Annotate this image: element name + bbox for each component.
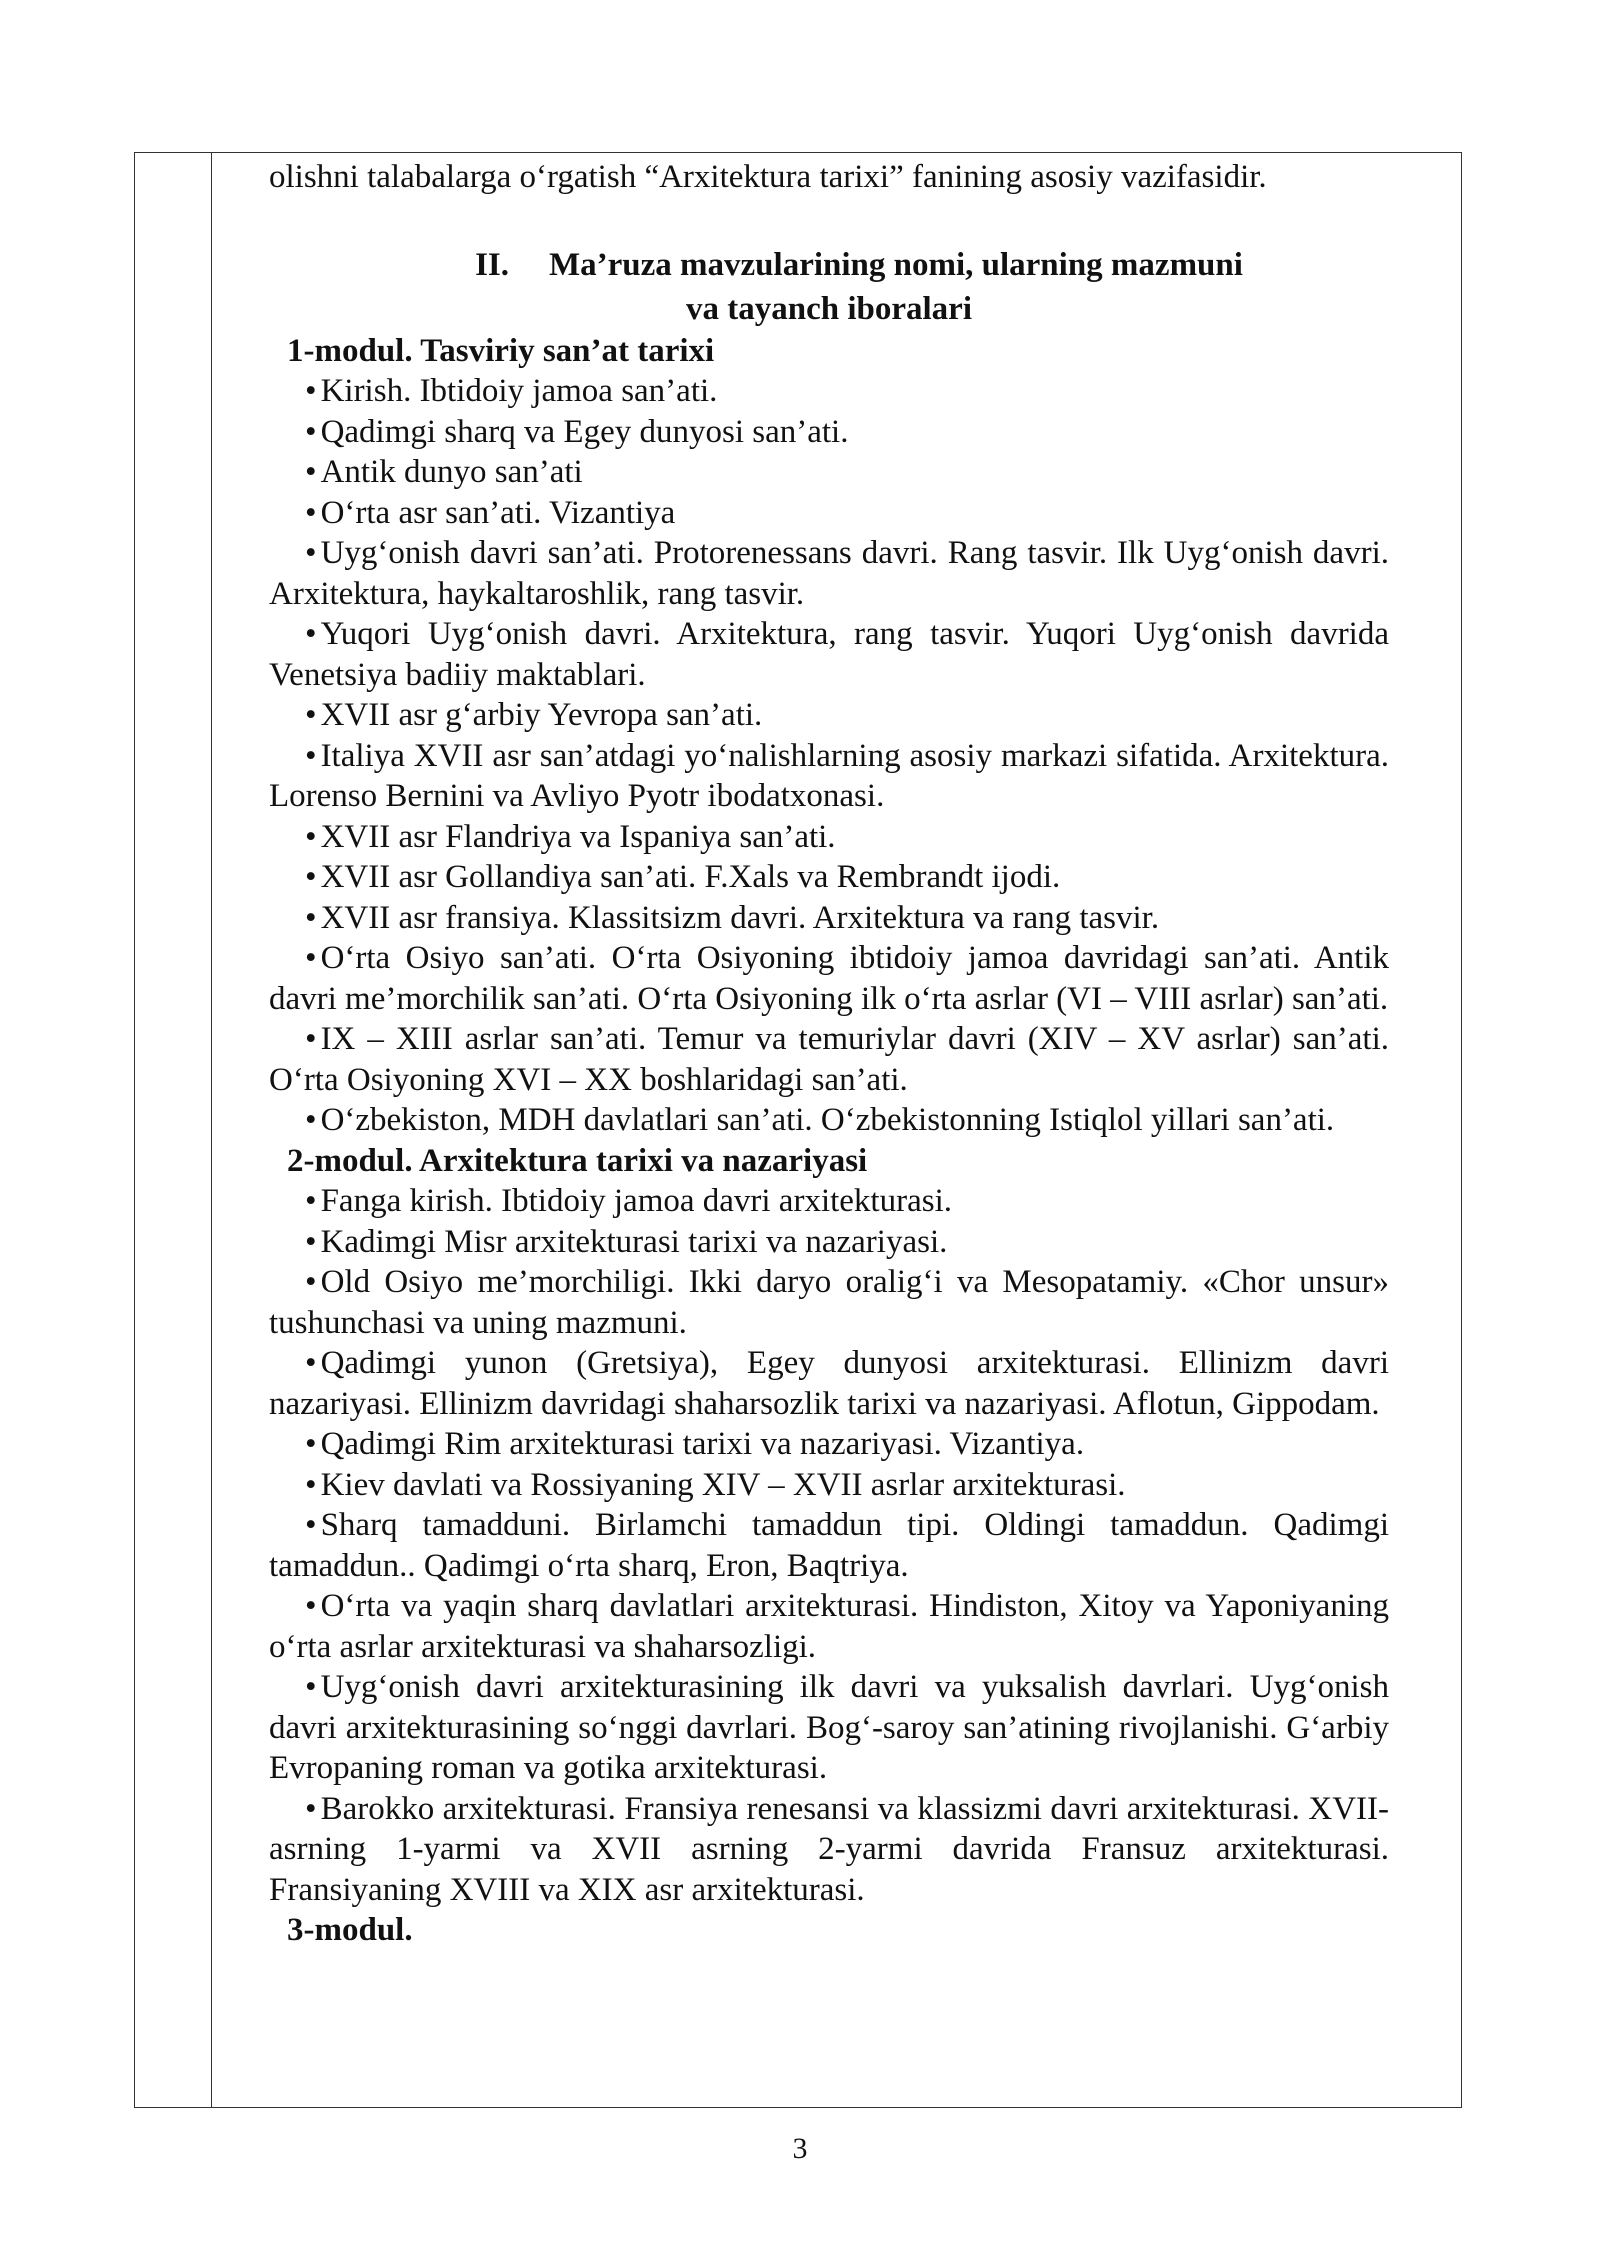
list-item [269,452,1389,493]
list-item [269,614,1389,695]
bullet-icon: • [305,697,317,733]
bullet-icon: • [305,1183,317,1219]
list-item-text: Sharq tamadduni. Birlamchi tamaddun tipi. Oldingi tamaddun. Qadimgi tamaddun.. Qadimgi o‘rta sharq, Eron, Baqtriya. [269,1507,1389,1584]
bullet-icon: • [305,413,317,450]
list-item [269,1019,1389,1100]
bullet-icon: • [305,1790,317,1827]
list-item-text: Qadimgi sharq va Egey dunyosi san’ati. [320,413,849,450]
bullet-icon: • [305,1507,317,1543]
list-item-text: Kiev davlati va Rossiyaning XIV – XVII asrlar arxitekturasi. [320,1466,1126,1503]
bullet-icon: • [305,616,317,652]
list-item-text: IX – XIII asrlar san’ati. Temur va temuriylar davri (XIV – XV asrlar) san’ati. O‘rta Osiyoning XVI – XX boshlaridagi san’ati. [269,1021,1389,1098]
bullet-icon: • [305,1021,317,1057]
list-item-text: Uyg‘onish davri arxitekturasining ilk davri va yuksalish davrlari. Uyg‘onish davri arxitekturasining so‘nggi davrlari. Bog‘-saroy san’atining rivojlanishi. G‘arbiy Evropaning roman va gotika arxitekturasi. [269,1669,1389,1786]
list-item [269,857,1389,898]
list-item [269,1465,1389,1506]
list-item [269,695,1389,736]
list-item [269,493,1389,534]
list-item [269,938,1389,1019]
bullet-icon: • [305,737,317,774]
list-item [269,1424,1389,1465]
list-item [269,412,1389,453]
bullet-icon: • [305,1426,317,1462]
list-item [269,736,1389,817]
list-item-text: XVII asr fransiya. Klassitsizm davri. Arxitektura va rang tasvir. [320,899,1160,936]
module-title: 2-modul. Arxitektura tarixi va nazariyasi [287,1142,868,1179]
list-item-text: Barokko arxitekturasi. Fransiya renesansi va klassizmi davri arxitekturasi. XVII- asrning 1-yarmi va XVII asrning 2-yarmi davrida Fransuz arxitekturasi. Fransiyaning XVIII va XIX asr arxitekturasi. [269,1790,1389,1908]
bullet-icon: • [305,535,317,571]
module-list [269,331,1389,1951]
module-title: 1-modul. Tasviriy san’at tarixi [287,332,715,369]
list-item [269,371,1389,412]
list-item-text: Kirish. Ibtidoiy jamoa san’ati. [320,373,718,409]
bullet-icon: • [305,494,317,531]
bullet-icon: • [305,859,317,895]
bullet-icon: • [305,1264,317,1300]
list-item [269,533,1389,614]
list-item-text: Fanga kirish. Ibtidoiy jamoa davri arxitekturasi. [320,1183,952,1219]
bullet-icon: • [305,454,317,490]
list-item-text: Kadimgi Misr arxitekturasi tarixi va nazariyasi. [320,1223,948,1260]
page-frame [134,152,1462,2108]
list-item-text: XVII asr Gollandiya san’ati. F.Xals va Rembrandt ijodi. [320,859,1061,895]
list-item [269,1789,1389,1911]
column-divider [211,153,212,2107]
bullet-icon: • [305,899,317,936]
list-item [269,1505,1389,1586]
section-title-line1: Ma’ruza mavzularining nomi, ularning mazmuni [549,246,1243,283]
intro-text: olishni talabalarga o‘rgatish “Arxitektura tarixi” fanining asosiy vazifasidir. [269,159,1267,195]
list-item-text: Italiya XVII asr san’atdagi yo‘nalishlarning asosiy markazi sifatida. Arxitektura. Lorenso Bernini va Avliyo Pyotr ibodatxonasi. [269,737,1389,814]
list-item-text: O‘rta Osiyo san’ati. O‘rta Osiyoning ibtidoiy jamoa davridagi san’ati. Antik davri me’morchilik san’ati. O‘rta Osiyoning ilk o‘rta asrlar (VI – VIII asrlar) san’ati. [269,940,1389,1017]
list-item-text: XVII asr g‘arbiy Yevropa san’ati. [320,697,763,733]
section-heading [269,243,1389,331]
bullet-icon: • [305,818,317,855]
section-title-line2: va tayanch iboralari [686,290,972,327]
section-number: II. [475,246,509,283]
list-item [269,898,1389,939]
page-number: 3 [792,2132,808,2165]
section-heading-line1 [329,243,1389,287]
list-item-text: O‘zbekiston, MDH davlatlari san’ati. O‘zbekistonning Istiqlol yillari san’ati. [320,1102,1335,1138]
list-item-text: Qadimgi Rim arxitekturasi tarixi va nazariyasi. Vizantiya. [320,1426,1085,1462]
list-item-text: Uyg‘onish davri san’ati. Protorenessans davri. Rang tasvir. Ilk Uyg‘onish davri. Arxitektura, haykaltaroshlik, rang tasvir. [269,535,1389,612]
list-item [269,1343,1389,1424]
list-item [269,1667,1389,1789]
list-item-text: O‘rta asr san’ati. Vizantiya [320,494,676,531]
bullet-icon: • [305,1669,317,1705]
list-item [269,1100,1389,1141]
list-item-text: Antik dunyo san’ati [320,454,583,490]
bullet-icon: • [305,1102,317,1138]
content-column [269,153,1389,1951]
list-item-text: O‘rta va yaqin sharq davlatlari arxitekturasi. Hindiston, Xitoy va Yaponiyaning o‘rta asrlar arxitekturasi va shaharsozligi. [269,1588,1389,1665]
list-item-text: XVII asr Flandriya va Ispaniya san’ati. [320,818,836,855]
list-item [269,1222,1389,1263]
bullet-icon: • [305,1223,317,1260]
module-title: 3-modul. [287,1912,413,1948]
bullet-icon: • [305,940,317,976]
list-item [269,1181,1389,1222]
bullet-icon: • [305,1466,317,1503]
bullet-icon: • [305,1588,317,1624]
list-item-text: Old Osiyo me’morchiligi. Ikki daryo oralig‘i va Mesopatamiy. «Chor unsur» tushunchasi va uning mazmuni. [269,1264,1389,1341]
list-item-text: Yuqori Uyg‘onish davri. Arxitektura, rang tasvir. Yuqori Uyg‘onish davrida Venetsiya badiiy maktablari. [269,616,1389,693]
bullet-icon: • [305,373,317,409]
list-item-text: Qadimgi yunon (Gretsiya), Egey dunyosi arxitekturasi. Ellinizm davri nazariyasi. Ellinizm davridagi shaharsozlik tarixi va nazariyasi. Aflotun, Gippodam. [269,1345,1389,1422]
bullet-icon: • [305,1345,317,1381]
list-item [269,1586,1389,1667]
list-item [269,1262,1389,1343]
list-item [269,817,1389,858]
